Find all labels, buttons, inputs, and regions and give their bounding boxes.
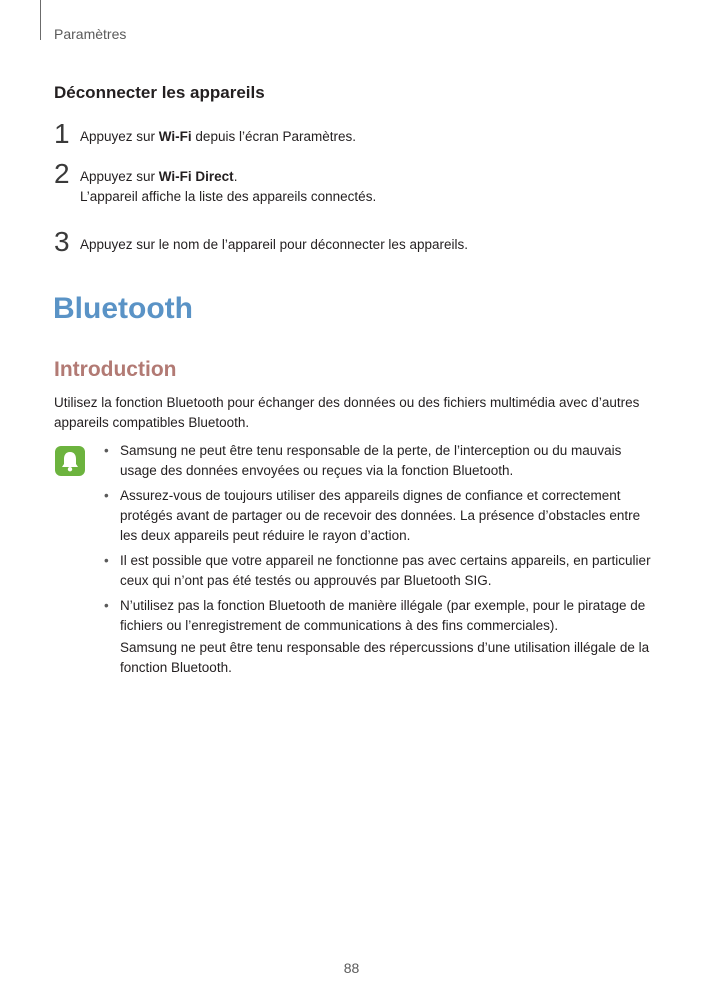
disconnect-heading: Déconnecter les appareils [54, 83, 265, 102]
step-text: Appuyez sur Wi-Fi depuis l’écran Paramètres. [80, 129, 356, 144]
bullet-dot: • [104, 553, 109, 568]
page-corner-mark [40, 0, 41, 40]
notice-extra: Samsung ne peut être tenu responsable des répercussions d’une utilisation illégale de la fonction Bluetooth. [120, 640, 650, 675]
page-number: 88 [343, 960, 360, 976]
wifi-term: Wi-Fi [158, 129, 192, 144]
running-header: Paramètres [54, 26, 127, 42]
notice-item: • Assurez-vous de toujours utiliser des appareils dignes de confiance et correctement protégés avant de partager ou de recevoir des données. La présence d’obstacles entre les deux appareils peut réduire le rayon d’action. [104, 488, 641, 543]
intro-paragraph: Utilisez la fonction Bluetooth pour échanger des données ou des fichiers multimédia avec d’autres appareils compatibles Bluetooth. [54, 395, 640, 430]
section-title: Bluetooth [53, 292, 193, 325]
step-text: Appuyez sur Wi-Fi Direct. [80, 169, 238, 184]
bullet-dot: • [104, 443, 109, 458]
step-text: Appuyez sur le nom de l’appareil pour déconnecter les appareils. [80, 237, 468, 252]
bell-icon [54, 445, 86, 477]
step-number: 2 [54, 158, 70, 189]
step-number: 1 [54, 118, 70, 149]
notice-item: • Il est possible que votre appareil ne fonctionne pas avec certains appareils, en particulier ceux qui n’ont pas été testés ou approuvés par Bluetooth SIG. [104, 553, 651, 588]
notice-item: • N’utilisez pas la fonction Bluetooth de manière illégale (par exemple, pour le piratage de fichiers ou l’enregistrement de communications à des fins commerciales). Samsung ne peut être tenu responsable des répercussions d’une utilisation illégale de la fonction Bluetooth. [104, 596, 652, 678]
bullet-dot: • [104, 598, 109, 613]
notice-list [104, 441, 652, 683]
step-note: L’appareil affiche la liste des appareils connectés. [80, 189, 377, 204]
step-number: 3 [54, 226, 70, 257]
bullet-dot: • [104, 488, 109, 503]
subsection-title: Introduction [54, 358, 177, 381]
notice-item: • Samsung ne peut être tenu responsable de la perte, de l’interception ou du mauvais usage des données envoyées ou reçues via la fonction Bluetooth. [104, 443, 622, 478]
wifi-direct-term: Wi-Fi Direct [158, 169, 234, 184]
